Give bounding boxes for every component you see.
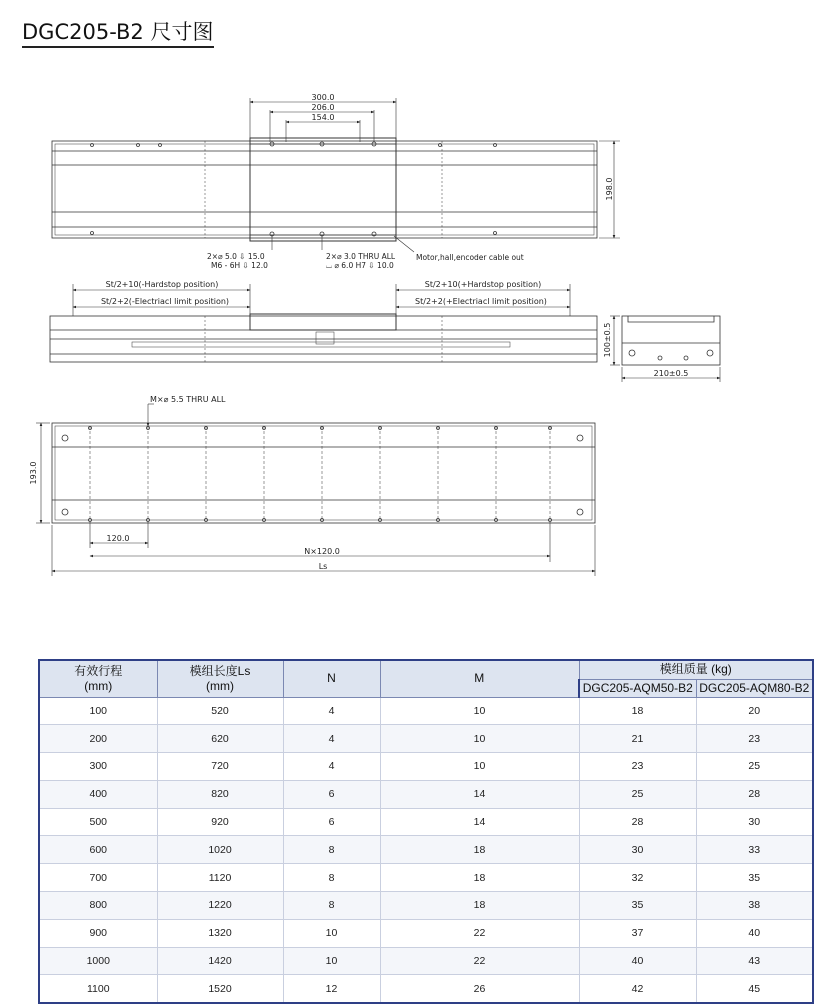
table-row (39, 947, 813, 975)
end-height: 100±0.5 (603, 322, 612, 358)
left-limit-label: St/2+2(-Electriacl limit position) (100, 297, 230, 306)
end-view (622, 316, 720, 365)
cell-mass-b: 35 (696, 864, 813, 892)
cell-m: 14 (380, 780, 579, 808)
header-stroke-label: 有效行程 (74, 663, 123, 678)
cell-n: 6 (283, 780, 380, 808)
header-stroke-unit: (mm) (84, 678, 113, 693)
note-hole-1b: M6 - 6H ⇩ 12.0 (211, 261, 268, 270)
cell-m: 10 (380, 725, 579, 753)
left-hardstop-label: St/2+10(-Hardstop position) (105, 280, 219, 289)
cell-m: 14 (380, 808, 579, 836)
header-length-label: 模组长度Ls (189, 663, 251, 678)
page-title: DGC205-B2 尺寸图 (22, 20, 214, 44)
dim-120: 120.0 (106, 534, 130, 543)
note-hole-2a: 2×⌀ 3.0 THRU ALL (326, 252, 396, 261)
table-row (39, 836, 813, 864)
cell-m: 22 (380, 947, 579, 975)
cable-note: Motor,hall,encoder cable out (416, 253, 524, 262)
cell-n: 12 (283, 975, 380, 1003)
cell-m: 10 (380, 753, 579, 781)
header-model-b: DGC205-AQM80-B2 (696, 679, 813, 697)
cell-mass-b: 23 (696, 725, 813, 753)
cell-m: 18 (380, 864, 579, 892)
note-hole-2b: ⌴ ⌀ 6.0 H7 ⇩ 10.0 (326, 261, 394, 270)
cell-mass-b: 25 (696, 753, 813, 781)
right-hardstop-label: St/2+10(+Hardstop position) (424, 280, 542, 289)
header-n: N (283, 660, 380, 697)
header-length-unit: (mm) (206, 678, 234, 693)
cell-stroke: 900 (39, 919, 157, 947)
cell-stroke: 800 (39, 892, 157, 920)
dim-198: 198.0 (605, 177, 614, 201)
cell-stroke: 700 (39, 864, 157, 892)
cell-n: 10 (283, 947, 380, 975)
cell-n: 8 (283, 836, 380, 864)
cell-m: 22 (380, 919, 579, 947)
cell-length: 720 (157, 753, 283, 781)
side-view (50, 314, 597, 362)
dim-193: 193.0 (29, 461, 38, 485)
cell-mass-b: 28 (696, 780, 813, 808)
cell-stroke: 400 (39, 780, 157, 808)
cell-mass-b: 30 (696, 808, 813, 836)
cell-mass-a: 18 (579, 697, 696, 725)
cell-stroke: 300 (39, 753, 157, 781)
cell-n: 4 (283, 753, 380, 781)
cell-stroke: 1000 (39, 947, 157, 975)
table-row (39, 753, 813, 781)
cell-length: 1320 (157, 919, 283, 947)
cell-mass-b: 38 (696, 892, 813, 920)
mount-holes-note: M×⌀ 5.5 THRU ALL (150, 395, 226, 404)
spec-table (38, 659, 814, 1004)
note-hole-1a: 2×⌀ 5.0 ⇩ 15.0 (207, 252, 265, 261)
cell-n: 4 (283, 725, 380, 753)
top-view (52, 138, 597, 241)
table-row (39, 892, 813, 920)
cell-mass-a: 32 (579, 864, 696, 892)
cell-length: 1420 (157, 947, 283, 975)
table-row (39, 808, 813, 836)
cell-mass-b: 20 (696, 697, 813, 725)
cell-mass-a: 35 (579, 892, 696, 920)
bottom-view (52, 423, 595, 523)
cell-mass-b: 33 (696, 836, 813, 864)
table-row (39, 864, 813, 892)
end-width: 210±0.5 (653, 369, 689, 378)
cell-mass-a: 25 (579, 780, 696, 808)
table-row (39, 975, 813, 1003)
cell-mass-b: 45 (696, 975, 813, 1003)
cell-length: 1020 (157, 836, 283, 864)
cell-length: 1220 (157, 892, 283, 920)
cell-mass-a: 42 (579, 975, 696, 1003)
header-model-a: DGC205-AQM50-B2 (579, 679, 696, 697)
header-stroke (39, 660, 157, 697)
table-row (39, 919, 813, 947)
cell-m: 18 (380, 892, 579, 920)
cell-length: 920 (157, 808, 283, 836)
cell-n: 8 (283, 892, 380, 920)
cell-stroke: 100 (39, 697, 157, 725)
cell-length: 1120 (157, 864, 283, 892)
cell-n: 6 (283, 808, 380, 836)
cell-stroke: 600 (39, 836, 157, 864)
cell-stroke: 1100 (39, 975, 157, 1003)
cell-n: 4 (283, 697, 380, 725)
header-m: M (380, 660, 579, 697)
table-row (39, 697, 813, 725)
cell-m: 10 (380, 697, 579, 725)
cell-m: 26 (380, 975, 579, 1003)
cell-mass-b: 43 (696, 947, 813, 975)
table-row (39, 725, 813, 753)
cell-mass-a: 28 (579, 808, 696, 836)
dim-300: 300.0 (311, 93, 335, 102)
cell-mass-a: 23 (579, 753, 696, 781)
top-view-dimensions (250, 98, 620, 252)
cell-mass-a: 40 (579, 947, 696, 975)
cell-length: 620 (157, 725, 283, 753)
dim-n120: N×120.0 (304, 547, 340, 556)
table-body (39, 697, 813, 1003)
header-mass: 模组质量 (kg) (579, 660, 813, 679)
table-row (39, 780, 813, 808)
dim-ls: Ls (318, 562, 328, 571)
header-length (157, 660, 283, 697)
cell-length: 520 (157, 697, 283, 725)
cell-mass-a: 37 (579, 919, 696, 947)
cell-mass-b: 40 (696, 919, 813, 947)
cell-mass-a: 21 (579, 725, 696, 753)
dim-206: 206.0 (311, 103, 335, 112)
right-limit-label: St/2+2(+Electriacl limit position) (415, 297, 547, 306)
cell-n: 10 (283, 919, 380, 947)
cell-stroke: 500 (39, 808, 157, 836)
cell-length: 1520 (157, 975, 283, 1003)
dim-154: 154.0 (311, 113, 335, 122)
cell-mass-a: 30 (579, 836, 696, 864)
cell-length: 820 (157, 780, 283, 808)
cell-n: 8 (283, 864, 380, 892)
cell-m: 18 (380, 836, 579, 864)
cell-stroke: 200 (39, 725, 157, 753)
